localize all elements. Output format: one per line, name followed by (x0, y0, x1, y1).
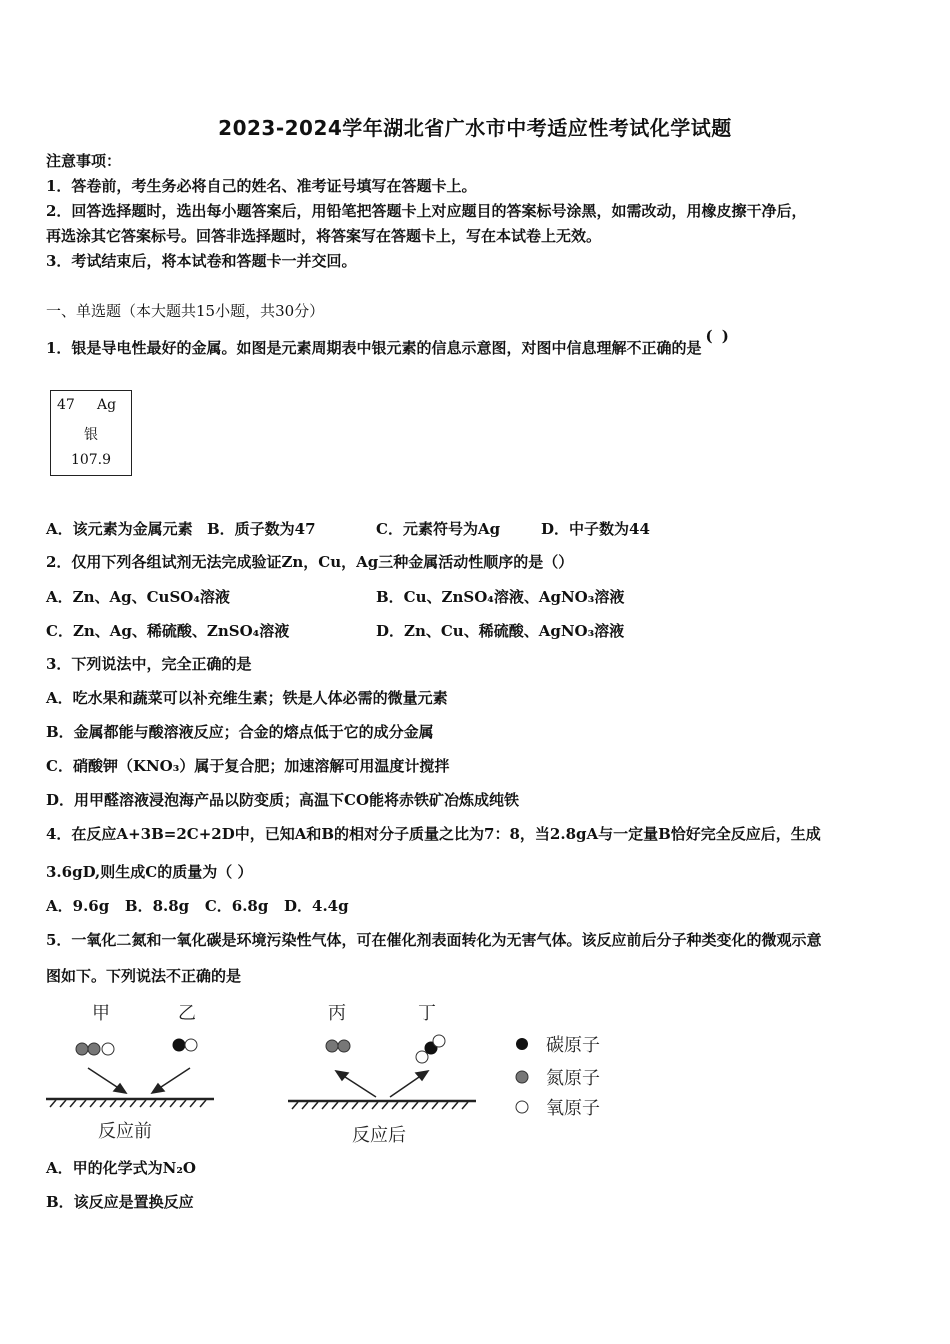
q2-stem: 2．仅用下列各组试剂无法完成验证Zn，Cu，Ag三种金属活动性顺序的是（） (46, 553, 574, 571)
notice-heading: 注意事项： (46, 152, 122, 170)
q2-option-a: A．Zn、Ag、CuSO₄溶液 (46, 588, 230, 606)
q1-answer-paren: ( ) (705, 327, 731, 345)
q1-option-c: C．元素符号为Ag (376, 520, 501, 538)
q5-option-a: A．甲的化学式为N₂O (46, 1159, 196, 1177)
q3-option-d: D．用甲醛溶液浸泡海产品以防变质；高温下CO能将赤铁矿冶炼成纯铁 (46, 791, 520, 809)
q2-option-b: B．Cu、ZnSO₄溶液、AgNO₃溶液 (376, 588, 625, 606)
molecule-jia (76, 1043, 114, 1055)
legend-nitrogen: 氮原子 (546, 1068, 600, 1089)
arrows-before (88, 1068, 190, 1093)
legend (516, 1035, 600, 1119)
element-atomic-number: 47 (57, 397, 75, 413)
q3-stem: 3．下列说法中，完全正确的是 (46, 655, 252, 673)
q5-option-b: B．该反应是置换反应 (46, 1193, 194, 1211)
catalyst-surface-after (288, 1101, 476, 1109)
q2-option-c: C．Zn、Ag、稀硫酸、ZnSO₄溶液 (46, 622, 290, 640)
page-title: 2023-2024学年湖北省广水市中考适应性考试化学试题 (218, 116, 732, 140)
catalyst-surface-before (46, 1099, 214, 1107)
q3-option-b: B．金属都能与酸溶液反应；合金的熔点低于它的成分金属 (46, 723, 434, 741)
label-yi: 乙 (178, 1003, 196, 1024)
molecular-reaction-diagram (40, 995, 660, 1155)
element-card-silver (50, 390, 132, 476)
q1-option-b: B．质子数为47 (207, 520, 316, 538)
label-after: 反应后 (352, 1125, 406, 1146)
q1-stem (46, 327, 731, 358)
q4-stem-line1: 4．在反应A+3B=2C+2D中，已知A和B的相对分子质量之比为7：8，当2.8gA与一定量B恰好完全反应后，生成 (46, 825, 821, 843)
legend-oxygen-marker (516, 1101, 528, 1113)
q1-option-a: A．该元素为金属元素 (46, 520, 193, 538)
legend-nitrogen-marker (516, 1071, 528, 1083)
element-name: 银 (84, 427, 98, 443)
molecule-yi (173, 1039, 197, 1051)
q3-option-a: A．吃水果和蔬菜可以补充维生素；铁是人体必需的微量元素 (46, 689, 448, 707)
notice-item-3: 3．考试结束后，将本试卷和答题卡一并交回。 (46, 252, 357, 270)
label-bing: 丙 (328, 1003, 346, 1024)
label-before: 反应前 (98, 1121, 152, 1142)
element-atomic-mass: 107.9 (70, 452, 112, 468)
q4-stem-line2: 3.6gD,则生成C的质量为（ ） (46, 863, 253, 881)
arrows-after (336, 1071, 428, 1097)
notice-item-2b: 再选涂其它答案标号。回答非选择题时，将答案写在答题卡上，写在本试卷上无效。 (46, 227, 602, 245)
legend-oxygen: 氧原子 (546, 1098, 600, 1119)
q2-option-d: D．Zn、Cu、稀硫酸、AgNO₃溶液 (376, 622, 625, 640)
legend-carbon: 碳原子 (546, 1035, 600, 1056)
q5-stem-line1: 5．一氧化二氮和一氧化碳是环境污染性气体，可在催化剂表面转化为无害气体。该反应前后分子种类变化的微观示意 (46, 931, 822, 949)
label-jia: 甲 (92, 1003, 110, 1024)
q1-option-d: D．中子数为44 (541, 520, 650, 538)
q1-stem-text: 1．银是导电性最好的金属。如图是元素周期表中银元素的信息示意图，对图中信息理解不正确的是 (46, 339, 702, 357)
label-ding: 丁 (418, 1003, 436, 1024)
section-heading: 一、单选题（本大题共15小题，共30分） (46, 302, 325, 320)
molecule-bing (326, 1040, 350, 1052)
q4-options: A．9.6g B．8.8g C．6.8g D．4.4g (46, 897, 349, 915)
element-symbol: Ag (97, 397, 117, 413)
molecule-ding (416, 1035, 445, 1063)
q5-stem-line2: 图如下。下列说法不正确的是 (46, 967, 242, 985)
legend-carbon-marker (516, 1038, 528, 1050)
q3-option-c: C．硝酸钾（KNO₃）属于复合肥；加速溶解可用温度计搅拌 (46, 757, 450, 775)
notice-item-2a: 2．回答选择题时，选出每小题答案后，用铅笔把答题卡上对应题目的答案标号涂黑，如需改动，用橡皮擦干净后， (46, 202, 807, 220)
notice-item-1: 1．答卷前，考生务必将自己的姓名、准考证号填写在答题卡上。 (46, 177, 477, 195)
